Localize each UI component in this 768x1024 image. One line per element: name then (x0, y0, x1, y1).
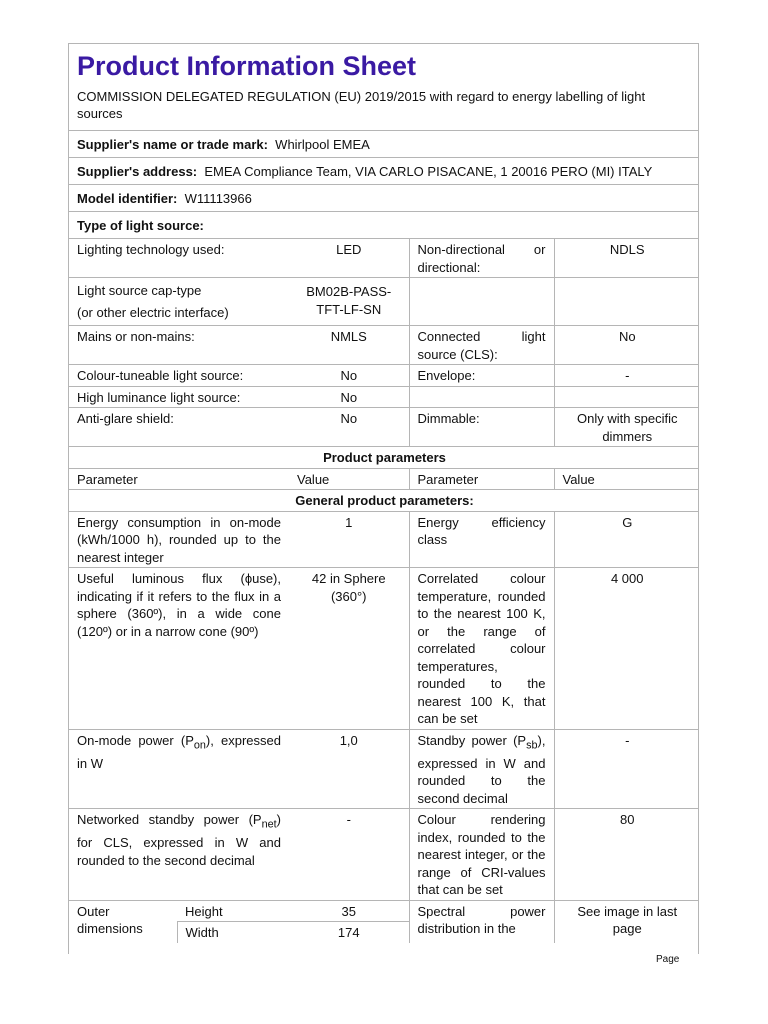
dimensions-label: Outer dimensions (77, 903, 143, 937)
page-title: Product Information Sheet (77, 51, 417, 81)
supplier-value: Whirlpool EMEA (275, 137, 370, 152)
param-cell: Connected light source (CLS): (409, 326, 554, 365)
product-parameters-heading: Product parameters (69, 447, 699, 469)
table-row (69, 408, 699, 447)
param-cell: Non-directional or directional: (409, 239, 554, 278)
model-label: Model identifier: (77, 191, 178, 206)
standby-label-end: ), expressed in W and rounded to the second decimal (417, 732, 546, 806)
onmode-label: On-mode power (P (77, 732, 194, 748)
param-cell: Mains or non-mains: (69, 326, 289, 365)
networked-sub: net (261, 818, 277, 831)
type-heading: Type of light source: (77, 218, 204, 233)
param-cell (409, 729, 554, 809)
regulation-text: COMMISSION DELEGATED REGULATION (EU) 2019/2015 with regard to energy labelling of light sources (77, 89, 646, 121)
table-row (69, 326, 699, 365)
value-cell: 4 000 (554, 568, 699, 730)
model-value: W11113966 (184, 191, 252, 206)
table-row (69, 365, 699, 387)
value-cell (554, 386, 699, 408)
onmode-sub: on (193, 739, 206, 752)
value-cell: - (554, 365, 699, 387)
param-cell: Anti-glare shield: (69, 408, 289, 447)
value-cell: 1 (289, 511, 409, 568)
value-cell: G (554, 511, 699, 568)
networked-label-end: ) for CLS, expressed in W and rounded to the second decimal (77, 812, 281, 868)
width-value: 174 (289, 921, 409, 943)
table-row (69, 900, 699, 943)
table-row (69, 729, 699, 809)
model-row (69, 184, 698, 211)
column-header: Value (289, 468, 409, 490)
param-cell: High luminance light source: (69, 386, 289, 408)
width-label: Width (177, 922, 289, 943)
table-row (69, 490, 699, 512)
address-row (69, 157, 698, 184)
networked-label: Networked standby power (P (77, 812, 262, 828)
value-cell: See image in last page (554, 900, 699, 943)
value-cell: No (289, 386, 409, 408)
param-cell (409, 278, 554, 326)
param-cell: Correlated colour temperature, rounded to the nearest 100 K, or the range of correlated colour temperatures, rounded to the nearest 100 K, that can be set (409, 568, 554, 730)
column-header: Parameter (409, 468, 554, 490)
parameters-table (69, 238, 699, 943)
value-cell: - (554, 729, 699, 809)
supplier-row (69, 130, 698, 157)
param-cell: Colour rendering index, rounded to the nearest integer, or the range of CRI-values that can be set (409, 809, 554, 901)
value-cell: 42 in Sphere (360°) (289, 568, 409, 730)
value-cell: 1,0 (289, 729, 409, 809)
standby-label: Standby power (P (417, 732, 527, 748)
height-label: Height (185, 903, 223, 919)
value-cell: 80 (554, 809, 699, 901)
cap-type-label: Light source cap-type (77, 283, 202, 298)
param-cell: Lighting technology used: (69, 239, 289, 278)
column-header: Value (554, 468, 699, 490)
value-cell: - (289, 809, 409, 901)
supplier-label: Supplier's name or trade mark: (77, 137, 268, 152)
onmode-label-end: ), expressed in W (77, 732, 281, 771)
value-cell: Only with specific dimmers (554, 408, 699, 447)
column-header: Parameter (69, 468, 289, 490)
table-row (69, 447, 699, 469)
address-label: Supplier's address: (77, 164, 198, 179)
table-row (69, 278, 699, 326)
param-cell: Energy efficiency class (409, 511, 554, 568)
type-heading-row (69, 211, 698, 238)
param-cell (69, 729, 289, 809)
info-sheet (68, 43, 699, 954)
cap-type-note: (or other electric interface) (77, 305, 229, 320)
param-cell: Dimmable: (409, 408, 554, 447)
value-cell: No (554, 326, 699, 365)
param-cell (409, 386, 554, 408)
value-cell: No (289, 408, 409, 447)
param-cell: Energy consumption in on-mode (kWh/1000 h), rounded up to the nearest integer (69, 511, 289, 568)
general-parameters-heading: General product parameters: (69, 490, 699, 512)
standby-sub: sb (526, 739, 538, 752)
param-cell: Envelope: (409, 365, 554, 387)
value-cell (554, 278, 699, 326)
table-row (69, 386, 699, 408)
table-row (69, 239, 699, 278)
dimensions-values (289, 900, 409, 943)
table-row (69, 511, 699, 568)
param-cell: Useful luminous flux (ϕuse), indicating if it refers to the flux in a sphere (360º), in a wide cone (120º) or in a narrow cone (90º) (69, 568, 289, 730)
value-cell: NMLS (289, 326, 409, 365)
height-value: 35 (341, 903, 356, 919)
value-cell: NDLS (554, 239, 699, 278)
param-cell: Colour-tuneable light source: (69, 365, 289, 387)
dimensions-subtable (69, 901, 289, 943)
address-value: EMEA Compliance Team, VIA CARLO PISACANE, 1 20016 PERO (MI) ITALY (204, 164, 653, 179)
param-cell: Spectral power distribution in the (409, 900, 554, 943)
param-cell (69, 278, 289, 326)
column-header-row (69, 468, 699, 490)
value-cell: LED (289, 239, 409, 278)
param-cell (69, 809, 289, 901)
value-cell: BM02B-PASS-TFT-LF-SN (289, 278, 409, 326)
value-cell: No (289, 365, 409, 387)
table-row (69, 568, 699, 730)
page-label: Page (656, 954, 680, 965)
table-row (69, 809, 699, 901)
dimensions-cell (69, 900, 289, 943)
